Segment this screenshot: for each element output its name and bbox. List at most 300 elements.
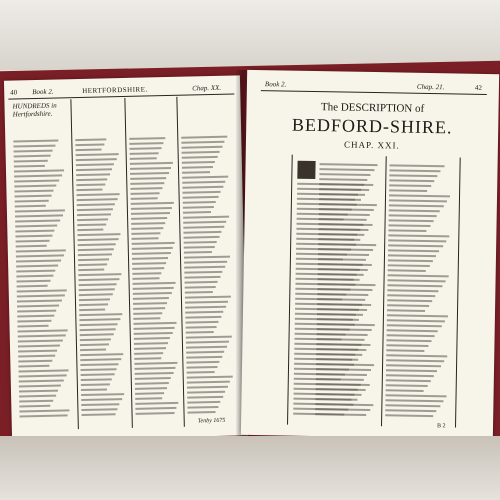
text-line — [386, 379, 431, 382]
text-line — [135, 377, 171, 380]
text-line — [14, 190, 53, 193]
text-line — [182, 156, 218, 159]
text-line — [80, 328, 116, 331]
text-line — [130, 167, 171, 170]
text-line — [16, 259, 61, 262]
text-line — [129, 137, 165, 140]
text-line — [389, 169, 440, 172]
text-line — [385, 404, 440, 407]
text-line — [387, 294, 435, 297]
text-line — [187, 391, 225, 394]
text-line — [134, 362, 177, 365]
text-line — [17, 310, 56, 313]
text-line — [16, 240, 50, 243]
text-line — [76, 178, 107, 181]
text-line — [296, 238, 360, 241]
text-line — [184, 271, 222, 274]
text-line — [76, 183, 105, 186]
text-line — [15, 230, 54, 233]
text-line — [135, 382, 169, 385]
text-line — [79, 288, 115, 291]
text-line — [385, 414, 433, 417]
text-line — [386, 359, 444, 362]
text-line — [80, 343, 109, 346]
text-line — [17, 299, 62, 302]
left-running-head: HERTFORDSHIRE. — [82, 85, 148, 95]
right-page-number: 42 — [474, 83, 482, 92]
text-line — [16, 280, 50, 283]
text-line — [19, 405, 50, 408]
table-foreground — [0, 436, 500, 500]
text-line — [389, 174, 437, 177]
text-line — [387, 334, 435, 337]
text-line — [185, 301, 228, 304]
text-line — [132, 252, 171, 255]
text-line — [386, 364, 441, 367]
text-line — [80, 338, 111, 341]
text-line — [131, 222, 165, 225]
text-line — [19, 400, 53, 403]
text-line — [182, 171, 210, 174]
text-line — [293, 403, 353, 406]
text-line — [387, 309, 425, 312]
text-line — [81, 388, 107, 391]
text-line — [81, 368, 117, 371]
text-line — [186, 331, 214, 334]
text-line — [294, 343, 370, 346]
text-line — [78, 278, 119, 281]
text-line — [77, 203, 115, 206]
text-line — [182, 181, 225, 184]
text-line — [386, 354, 447, 357]
text-line — [17, 294, 65, 297]
text-line — [182, 186, 223, 189]
text-line — [386, 369, 437, 372]
text-line — [14, 165, 45, 168]
text-line — [294, 373, 345, 376]
text-line — [387, 299, 432, 302]
text-line — [77, 198, 118, 201]
text-line — [185, 296, 231, 299]
text-line — [17, 289, 67, 292]
text-line — [18, 339, 63, 342]
text-line — [17, 320, 51, 323]
text-line — [295, 298, 342, 301]
text-line — [130, 177, 166, 180]
text-line — [388, 234, 449, 237]
text-line — [18, 355, 55, 358]
text-line — [19, 374, 67, 377]
text-line — [76, 173, 110, 176]
text-line — [81, 408, 117, 411]
text-line — [296, 263, 372, 266]
text-line — [389, 199, 447, 202]
text-line — [134, 352, 163, 355]
text-line — [187, 406, 218, 409]
text-line — [388, 229, 426, 232]
text-line — [184, 251, 212, 254]
text-line — [295, 293, 346, 296]
margin-rule — [287, 155, 293, 425]
text-line — [294, 363, 354, 366]
text-line — [294, 388, 366, 391]
text-line — [182, 176, 228, 179]
text-line — [183, 221, 226, 224]
text-line — [184, 266, 225, 269]
text-line — [14, 179, 59, 182]
text-line — [389, 214, 437, 217]
text-line — [184, 276, 220, 279]
signature-mark: B 2 — [436, 423, 446, 430]
text-line — [184, 236, 220, 239]
text-line — [19, 379, 64, 382]
text-line — [132, 267, 164, 270]
left-page-number: 40 — [10, 88, 18, 97]
text-line — [187, 381, 230, 384]
text-line — [182, 161, 215, 164]
left-footer: Tenby 1675 — [197, 417, 226, 425]
text-line — [134, 367, 175, 370]
text-line — [181, 141, 224, 144]
text-line — [185, 286, 216, 289]
text-line — [130, 187, 162, 190]
text-line — [319, 178, 367, 181]
text-line — [16, 254, 64, 257]
title-line1: The DESCRIPTION of — [320, 101, 425, 115]
text-line — [186, 366, 217, 369]
text-line — [17, 285, 48, 288]
text-line — [183, 201, 216, 204]
text-line — [183, 196, 219, 199]
text-line — [19, 390, 58, 393]
text-line — [319, 168, 374, 171]
text-line — [132, 247, 173, 250]
text-line — [186, 351, 224, 354]
text-line — [296, 253, 347, 256]
text-line — [294, 348, 366, 351]
header-rule — [261, 90, 487, 95]
text-line — [184, 246, 215, 249]
text-line — [295, 288, 350, 291]
text-line — [134, 357, 161, 360]
text-line — [15, 200, 49, 203]
text-line — [295, 333, 346, 336]
text-line — [15, 209, 65, 212]
text-line — [76, 149, 102, 152]
text-line — [13, 140, 58, 143]
text-line — [295, 308, 367, 311]
text-line — [130, 182, 164, 185]
text-line — [185, 291, 213, 294]
left-book-label: Book 2. — [32, 87, 54, 97]
text-line — [186, 336, 232, 339]
chapter-heading: CHAP. XXI. — [343, 139, 400, 151]
text-line — [294, 393, 362, 396]
right-page — [241, 70, 499, 439]
text-line — [77, 213, 111, 216]
text-line — [185, 316, 221, 319]
text-line — [130, 162, 173, 165]
text-line — [132, 277, 159, 280]
text-line — [18, 334, 66, 337]
text-line — [76, 153, 119, 156]
text-line — [186, 361, 219, 364]
text-line — [17, 305, 59, 308]
text-line — [16, 245, 47, 248]
text-line — [16, 265, 58, 268]
text-line — [388, 249, 439, 252]
text-line — [78, 243, 116, 246]
text-line — [15, 214, 63, 217]
text-line — [294, 383, 370, 386]
text-line — [390, 164, 445, 167]
text-line — [389, 184, 431, 187]
text-line — [19, 395, 56, 398]
text-line — [388, 254, 436, 257]
text-line — [386, 389, 424, 392]
text-line — [132, 237, 159, 240]
text-line — [133, 287, 174, 290]
text-line — [295, 318, 359, 321]
text-line — [81, 393, 124, 396]
text-line — [389, 204, 444, 207]
text-line — [77, 208, 113, 211]
text-line — [297, 193, 365, 196]
text-line — [134, 332, 173, 335]
text-line — [132, 257, 168, 260]
text-line — [385, 409, 436, 412]
text-line — [16, 249, 66, 252]
text-line — [77, 193, 120, 196]
text-line — [16, 270, 55, 273]
text-line — [385, 399, 443, 402]
text-line — [78, 248, 114, 251]
text-line — [134, 342, 168, 345]
text-line — [184, 256, 230, 259]
text-line — [389, 179, 434, 182]
text-line — [16, 275, 53, 278]
text-line — [79, 313, 122, 316]
text-line — [80, 358, 121, 361]
text-line — [183, 231, 221, 234]
text-line — [79, 323, 117, 326]
text-line — [78, 238, 119, 241]
left-page — [4, 75, 248, 440]
text-line — [81, 383, 110, 386]
text-line — [296, 278, 360, 281]
text-line — [186, 341, 229, 344]
text-line — [133, 322, 176, 325]
right-book-label: Book 2. — [264, 80, 287, 89]
text-line — [130, 147, 162, 150]
text-line — [182, 151, 220, 154]
text-line — [297, 213, 348, 216]
text-line — [75, 138, 106, 141]
text-line — [133, 307, 165, 310]
text-line — [14, 150, 53, 153]
text-line — [76, 189, 102, 192]
left-chapter-label: Chap. XX. — [192, 83, 222, 93]
text-line — [386, 339, 431, 342]
text-line — [81, 373, 115, 376]
text-line — [181, 136, 227, 139]
text-line — [131, 202, 174, 205]
text-line — [78, 258, 109, 261]
text-line — [389, 189, 427, 192]
text-line — [296, 228, 368, 231]
text-line — [133, 282, 176, 285]
text-line — [320, 163, 378, 166]
text-line — [135, 407, 176, 410]
text-line — [130, 152, 159, 155]
text-line — [133, 312, 162, 315]
text-line — [133, 302, 167, 305]
text-line — [132, 242, 175, 245]
text-line — [185, 311, 223, 314]
text-line — [82, 413, 116, 416]
text-line — [15, 235, 52, 238]
text-line — [388, 269, 426, 272]
text-line — [389, 219, 434, 222]
left-section-title: HUNDREDS in Hertfordshire. — [12, 101, 57, 119]
text-line — [80, 363, 118, 366]
text-line — [135, 372, 174, 375]
text-line — [80, 353, 123, 356]
text-line — [134, 337, 170, 340]
text-line — [183, 216, 229, 219]
text-line — [79, 298, 110, 301]
text-line — [75, 143, 104, 146]
text-line — [296, 243, 356, 246]
text-line — [187, 396, 223, 399]
text-line — [186, 356, 222, 359]
text-line — [296, 273, 364, 276]
text-line — [14, 155, 51, 158]
text-line — [184, 241, 217, 244]
text-line — [297, 223, 373, 226]
text-line — [297, 188, 369, 191]
text-line — [81, 403, 119, 406]
text-line — [131, 197, 158, 200]
text-line — [388, 224, 430, 227]
right-chapter-label: Chap. 21. — [416, 82, 445, 92]
text-line — [17, 315, 54, 318]
text-line — [15, 219, 60, 222]
text-line — [13, 145, 55, 148]
text-line — [77, 223, 106, 226]
text-line — [133, 317, 160, 320]
text-line — [296, 233, 364, 236]
text-line — [183, 226, 224, 229]
text-line — [135, 397, 162, 400]
text-line — [185, 281, 218, 284]
text-line — [80, 348, 106, 351]
text-line — [77, 218, 108, 221]
text-line — [81, 398, 122, 401]
text-line — [18, 350, 57, 353]
text-line — [78, 268, 104, 271]
text-line — [77, 233, 120, 236]
text-line — [132, 272, 161, 275]
text-line — [20, 414, 68, 417]
text-line — [386, 344, 428, 347]
text-line — [18, 329, 68, 332]
text-line — [388, 259, 433, 262]
text-line — [19, 385, 61, 388]
text-line — [181, 146, 222, 149]
text-line — [388, 274, 449, 277]
text-line — [297, 183, 373, 186]
text-line — [185, 306, 226, 309]
text-line — [14, 185, 56, 188]
text-line — [386, 349, 424, 352]
text-line — [295, 323, 355, 326]
text-line — [79, 303, 108, 306]
text-line — [135, 392, 164, 395]
text-line — [77, 228, 103, 231]
text-line — [19, 369, 69, 372]
text-line — [186, 346, 227, 349]
text-line — [297, 203, 357, 206]
text-line — [183, 206, 214, 209]
text-line — [129, 142, 163, 145]
text-line — [131, 227, 163, 230]
text-line — [79, 283, 117, 286]
text-line — [319, 173, 370, 176]
text-line — [15, 195, 52, 198]
text-line — [19, 409, 69, 412]
text-line — [296, 248, 351, 251]
text-line — [15, 205, 46, 208]
text-line — [387, 304, 429, 307]
text-line — [131, 192, 160, 195]
text-line — [293, 398, 357, 401]
text-line — [294, 358, 358, 361]
text-line — [388, 264, 430, 267]
text-line — [387, 324, 442, 327]
text-line — [187, 401, 220, 404]
text-line — [187, 371, 215, 374]
text-line — [294, 353, 362, 356]
text-line — [294, 378, 341, 381]
text-line — [387, 284, 442, 287]
text-line — [135, 402, 178, 405]
text-line — [185, 321, 218, 324]
text-line — [187, 376, 233, 379]
text-line — [14, 169, 64, 172]
text-line — [18, 360, 52, 363]
text-line — [387, 314, 448, 317]
text-line — [18, 325, 49, 328]
text-line — [131, 212, 170, 215]
text-line — [79, 308, 105, 311]
text-line — [182, 166, 213, 169]
text-line — [295, 338, 342, 341]
text-line — [183, 191, 221, 194]
background-surface — [0, 0, 500, 70]
text-line — [389, 209, 440, 212]
text-line — [18, 345, 60, 348]
text-line — [296, 268, 368, 271]
text-line — [131, 232, 160, 235]
text-line — [297, 218, 344, 221]
ornamental-initial — [297, 161, 315, 179]
text-line — [79, 293, 113, 296]
text-line — [135, 387, 167, 390]
text-line — [184, 261, 227, 264]
text-line — [76, 163, 114, 166]
text-line — [134, 327, 175, 330]
